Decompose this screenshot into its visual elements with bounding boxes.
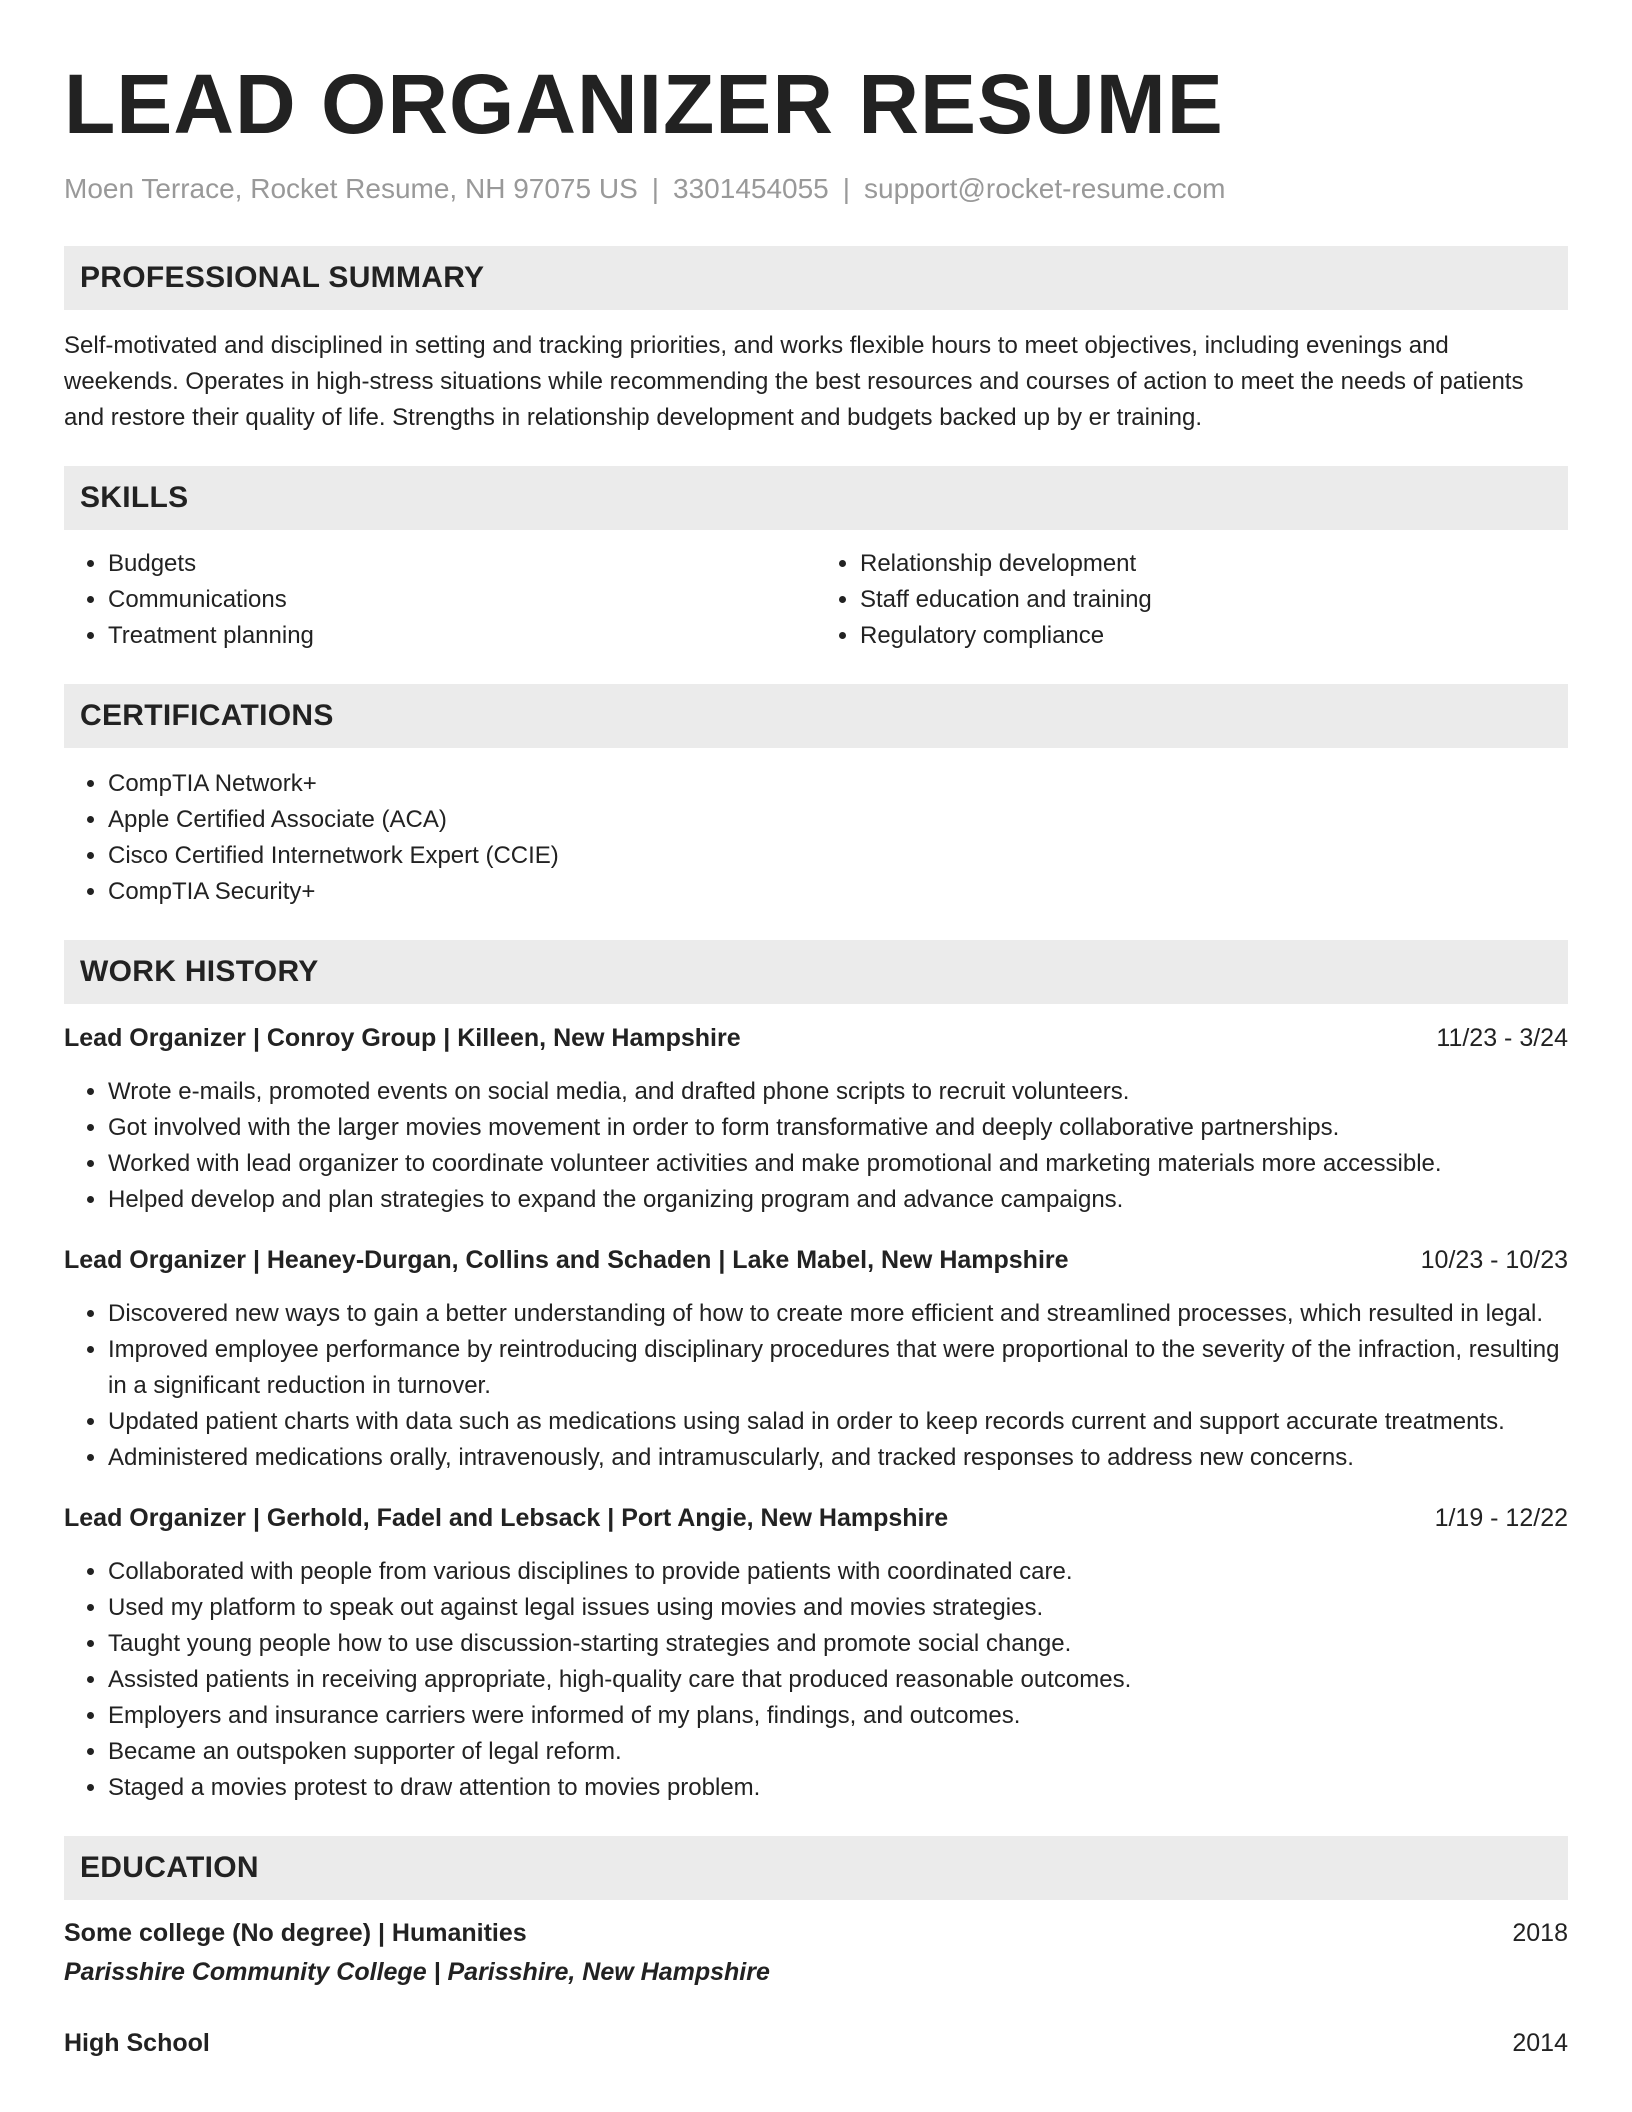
skills-columns: [64, 546, 1568, 654]
skills-heading: SKILLS: [64, 466, 1568, 530]
skill-item: • Communications: [108, 582, 816, 618]
job-bullet: • Became an outspoken supporter of legal reform.: [108, 1734, 1568, 1770]
summary-section: [64, 246, 1568, 436]
job-bullet: • Collaborated with people from various disciplines to provide patients with coordinated care.: [108, 1554, 1568, 1590]
certification-item: • CompTIA Network+: [108, 766, 1568, 802]
job-bullet: • Helped develop and plan strategies to expand the organizing program and advance campaigns.: [108, 1182, 1568, 1218]
job-bullet: • Improved employee performance by reintroducing disciplinary procedures that were proportional to the severity of the infraction, resulting in a significant reduction in turnover.: [108, 1332, 1568, 1404]
job-bullets: [64, 1296, 1568, 1476]
work-history-section: [64, 940, 1568, 1806]
job-bullets: [64, 1554, 1568, 1806]
job-bullet: • Updated patient charts with data such as medications using salad in order to keep records current and support accurate treatments.: [108, 1404, 1568, 1440]
job-bullet: • Assisted patients in receiving appropriate, high-quality care that produced reasonable outcomes.: [108, 1662, 1568, 1698]
skill-item: • Staff education and training: [860, 582, 1568, 618]
job-bullets: [64, 1074, 1568, 1218]
job-entry: [64, 1500, 1568, 1806]
job-bullet: • Used my platform to speak out against legal issues using movies and movies strategies.: [108, 1590, 1568, 1626]
education-degree: Some college (No degree) | Humanities: [64, 1919, 527, 1947]
skill-item: • Treatment planning: [108, 618, 816, 654]
contact-address: Moen Terrace, Rocket Resume, NH 97075 US: [64, 173, 638, 204]
education-header: [64, 2024, 1568, 2062]
skills-section: [64, 466, 1568, 654]
resume-title: LEAD ORGANIZER RESUME: [64, 57, 1224, 151]
job-title: Lead Organizer | Conroy Group | Killeen, New Hampshire: [64, 1024, 741, 1052]
skill-item: • Regulatory compliance: [860, 618, 1568, 654]
summary-heading: PROFESSIONAL SUMMARY: [64, 246, 1568, 310]
contact-phone: 3301454055: [673, 173, 829, 204]
job-bullet: • Wrote e-mails, promoted events on social media, and drafted phone scripts to recruit volunteers.: [108, 1074, 1568, 1110]
job-title: Lead Organizer | Heaney-Durgan, Collins and Schaden | Lake Mabel, New Hampshire: [64, 1246, 1069, 1274]
work-history-heading: WORK HISTORY: [64, 940, 1568, 1004]
certifications-list: [64, 766, 1568, 910]
job-dates: 10/23 - 10/23: [1420, 1246, 1568, 1274]
education-year: 2018: [1512, 1919, 1568, 1947]
certifications-heading: CERTIFICATIONS: [64, 684, 1568, 748]
job-dates: 11/23 - 3/24: [1436, 1024, 1568, 1052]
contact-line: [64, 172, 1568, 206]
job-header: [64, 1500, 1568, 1536]
skills-list-right: [816, 546, 1568, 654]
contact-email: support@rocket-resume.com: [864, 173, 1226, 204]
job-header: [64, 1020, 1568, 1056]
certification-item: • Cisco Certified Internetwork Expert (CCIE): [108, 838, 1568, 874]
job-dates: 1/19 - 12/22: [1434, 1504, 1568, 1532]
education-year: 2014: [1512, 2029, 1568, 2057]
education-entry: [64, 1914, 1568, 1992]
job-entry: [64, 1242, 1568, 1476]
job-bullet: • Discovered new ways to gain a better understanding of how to create more efficient and streamlined processes, which resulted in legal.: [108, 1296, 1568, 1332]
skill-item: • Relationship development: [860, 546, 1568, 582]
job-entry: [64, 1020, 1568, 1218]
job-bullet: • Employers and insurance carriers were informed of my plans, findings, and outcomes.: [108, 1698, 1568, 1734]
education-section: [64, 1836, 1568, 2062]
education-entry: [64, 2024, 1568, 2062]
job-title: Lead Organizer | Gerhold, Fadel and Lebsack | Port Angie, New Hampshire: [64, 1504, 949, 1532]
certification-item: • Apple Certified Associate (ACA): [108, 802, 1568, 838]
education-header: [64, 1914, 1568, 1952]
job-bullet: • Taught young people how to use discussion-starting strategies and promote social change.: [108, 1626, 1568, 1662]
skills-list-left: [64, 546, 816, 654]
certifications-section: [64, 684, 1568, 910]
contact-separator: |: [842, 173, 851, 204]
summary-text: Self-motivated and disciplined in setting and tracking priorities, and works flexible hours to meet objectives, including evenings and weekends. Operates in high-stress situations while recommending the best resources and courses of action to meet the needs of patients and restore their quality of life. Strengths in relationship development and budgets backed up by er training.: [64, 332, 1524, 431]
education-heading: EDUCATION: [64, 1836, 1568, 1900]
job-header: [64, 1242, 1568, 1278]
job-bullet: • Staged a movies protest to draw attention to movies problem.: [108, 1770, 1568, 1806]
certification-item: • CompTIA Security+: [108, 874, 1568, 910]
job-bullet: • Worked with lead organizer to coordinate volunteer activities and make promotional and marketing materials more accessible.: [108, 1146, 1568, 1182]
skill-item: • Budgets: [108, 546, 816, 582]
contact-separator: |: [651, 173, 660, 204]
job-bullet: • Administered medications orally, intravenously, and intramuscularly, and tracked responses to address new concerns.: [108, 1440, 1568, 1476]
job-bullet: • Got involved with the larger movies movement in order to form transformative and deeply collaborative partnerships.: [108, 1110, 1568, 1146]
education-degree: High School: [64, 2029, 210, 2057]
education-school: Parisshire Community College | Parisshire, New Hampshire: [64, 1958, 770, 1986]
